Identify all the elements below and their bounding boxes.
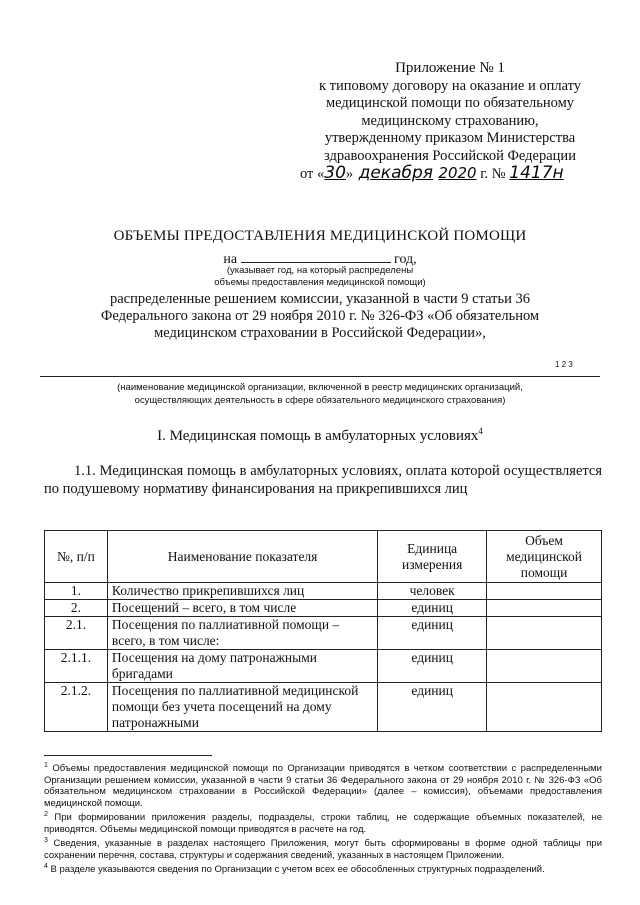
footnote (44, 835, 602, 861)
year-note-line: объемы предоставления медицинской помощи) (214, 277, 426, 288)
year-note (0, 265, 640, 289)
footnote-text: В разделе указываются сведения по Организации с учетом всех ее обособленных структурных подразделений. (50, 864, 545, 876)
row-number: 2.1.2. (45, 683, 108, 732)
footnote-text: При формировании приложения разделы, подразделы, строки таблиц, не содержащие объемных показателей, не приводятся. Объемы медицинской помощи приводятся в расчете на год. (44, 812, 602, 835)
row-name: Количество прикрепившихся лиц (107, 583, 377, 600)
organization-note (40, 381, 600, 407)
subsection-paragraph: 1.1. Медицинская помощь в амбулаторных условиях, оплата которой осуществляется по подушевому нормативу финансирования на прикрепившихся лиц (44, 463, 602, 497)
footnote-mark: 1 (44, 762, 48, 769)
table-row (45, 583, 602, 600)
appendix-line: утвержденному приказом Министерства (324, 130, 576, 146)
table-header-row (45, 531, 602, 583)
row-unit: единиц (378, 683, 487, 732)
appendix-line: медицинскому страхованию, (361, 112, 539, 129)
year-note-line: (указывает год, на который распределены (226, 265, 414, 276)
appendix-line: здравоохранения Российской Федерации (324, 147, 576, 164)
row-volume (487, 617, 602, 650)
appendix-block (300, 60, 600, 165)
year-blank-field (241, 250, 391, 263)
appendix-line: медицинской помощи по обязательному (325, 95, 575, 111)
year-prefix: на (223, 252, 238, 267)
table-row (45, 683, 602, 732)
header-number: №, п/п (45, 531, 108, 583)
date-prefix: от « (300, 166, 325, 182)
date-year: 2020 (438, 164, 477, 182)
row-unit: единиц (378, 600, 487, 617)
date-day: 30 (324, 163, 346, 183)
basis-line: распределенные решением комиссии, указанной в части 9 статьи 36 (110, 291, 530, 307)
header-volume: Объем медицинской помощи (487, 531, 602, 583)
date-month: декабря (358, 163, 433, 183)
volumes-table (44, 530, 602, 732)
row-unit: единиц (378, 650, 487, 683)
footnote (44, 809, 602, 835)
row-name: Посещений – всего, в том числе (107, 600, 377, 617)
row-name: Посещения по паллиативной медицинской помощи без учета посещений на дому патронажными (107, 683, 377, 732)
row-volume (487, 683, 602, 732)
footnote-text: Сведения, указанные в разделах настоящего Приложения, могут быть сформированы в форме одной таблицы при сохранении перечня, состава, структуры и содержания сведений, указанных в настоящем Приложении. (44, 838, 602, 861)
footnote (44, 760, 602, 809)
table-row (45, 600, 602, 617)
date-mid: » (345, 166, 354, 182)
basis-line: Федерального закона от 29 ноября 2010 г. № 326-ФЗ «Об обязательном (100, 308, 540, 324)
order-number: 1417н (509, 163, 564, 183)
footnotes (44, 760, 602, 876)
footnote (44, 861, 602, 876)
appendix-title: Приложение № 1 (395, 60, 505, 76)
footnote-mark: 3 (44, 837, 48, 845)
row-volume (487, 600, 602, 617)
footnote-mark: 2 (44, 811, 48, 819)
organization-name-field (40, 376, 600, 377)
row-number: 1. (45, 583, 108, 600)
header-unit: Единица измерения (378, 531, 487, 583)
footnote-ref: 4 (478, 426, 483, 436)
order-date-line (300, 163, 600, 183)
basis-line: медицинском страховании в Российской Федерации», (154, 325, 486, 341)
year-suffix: год, (394, 252, 417, 267)
org-note-line: (наименование медицинской организации, включенной в реестр медицинских организаций, (117, 382, 523, 393)
section-title (0, 426, 640, 445)
row-unit: единиц (378, 617, 487, 650)
table-row (45, 617, 602, 650)
row-volume (487, 583, 602, 600)
row-number: 2.1. (45, 617, 108, 650)
row-unit: человек (378, 583, 487, 600)
row-volume (487, 650, 602, 683)
table-row (45, 650, 602, 683)
footnote-separator (44, 755, 212, 756)
document-title: ОБЪЕМЫ ПРЕДОСТАВЛЕНИЯ МЕДИЦИНСКОЙ ПОМОЩИ (113, 228, 527, 244)
org-note-line: осуществляющих деятельность в сфере обязательного медицинского страхования) (134, 395, 506, 406)
footnote-markers: 1 2 3 (555, 360, 573, 369)
page-break-mask (44, 744, 602, 754)
footnote-mark: 4 (44, 863, 48, 871)
header-indicator: Наименование показателя (107, 531, 377, 583)
row-number: 2. (45, 600, 108, 617)
row-name: Посещения по паллиативной помощи – всего, в том числе: (107, 617, 377, 650)
basis-text (60, 291, 580, 342)
appendix-line: к типовому договору на оказание и оплату (318, 77, 582, 94)
row-name: Посещения на дому патронажными бригадами (107, 650, 377, 683)
footnote-text: Объемы предоставления медицинской помощи по Организации приводятся в четком соответствии с распределенными Организации решением комиссии, указанной в части 9 статьи 36 Федерального закона от 29 ноября 2010 г. № 326-ФЗ «Об обязательном медицинском страховании в Российской Федерации» (далее – комиссия), объемами предоставления медицинской помощи. (44, 763, 602, 809)
date-year-suffix: г. № (480, 166, 506, 182)
row-number: 2.1.1. (45, 650, 108, 683)
section-title-text: I. Медицинская помощь в амбулаторных условиях (157, 428, 479, 444)
